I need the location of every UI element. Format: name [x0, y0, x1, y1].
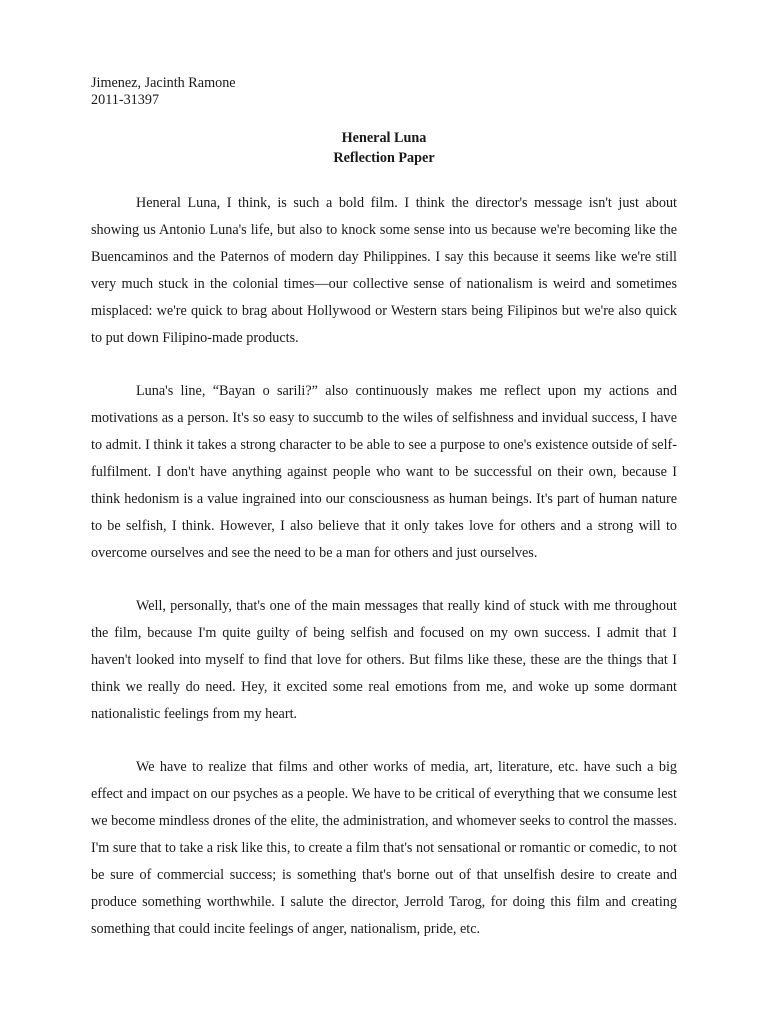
student-id: 2011-31397: [91, 92, 160, 108]
paragraph: Luna's line, “Bayan o sarili?” also continuously makes me reflect upon my actions and motivations as a person. It's so easy to succumb to the wiles of selfishness and invidual success, I have to admit. I think it takes a strong character to be able to see a purpose to one's existence outside of self-fulfilment. I don't have anything against people who want to be successful on their own, because I think hedonism is a value ingrained into our consciousness as human beings. It's part of human nature to be selfish, I think. However, I also believe that it only takes love for others and a strong will to overcome ourselves and see the need to be a man for others and just ourselves.: [91, 383, 677, 561]
paragraph: Heneral Luna, I think, is such a bold film. I think the director's message isn't just about showing us Antonio Luna's life, but also to knock some sense into us because we're becoming like the Buencaminos and the Paternos of modern day Philippines. I say this because it seems like we're still very much stuck in the colonial times—our collective sense of nationalism is weird and sometimes misplaced: we're quick to brag about Hollywood or Western stars being Filipinos but we're also quick to put down Filipino-made products.: [91, 195, 677, 346]
body-text: [91, 190, 677, 943]
author-header: [91, 75, 236, 109]
title-line-film: Heneral Luna: [341, 130, 427, 146]
document-title: [91, 128, 677, 168]
author-name: Jimenez, Jacinth Ramone: [91, 75, 236, 91]
title-line-type: Reflection Paper: [333, 150, 435, 166]
paragraph: Well, personally, that's one of the main messages that really kind of stuck with me throughout the film, because I'm quite guilty of being selfish and focused on my own success. I admit that I haven't looked into myself to find that love for others. But films like these, these are the things that I think we really do need. Hey, it excited some real emotions from me, and woke up some dormant nationalistic feelings from my heart.: [91, 598, 677, 722]
paragraph: We have to realize that films and other works of media, art, literature, etc. have such a big effect and impact on our psyches as a people. We have to be critical of everything that we consume lest we become mindless drones of the elite, the administration, and whomever seeks to control the masses. I'm sure that to take a risk like this, to create a film that's not sensational or romantic or comedic, to not be sure of commercial success; is something that's borne out of that unselfish desire to create and produce something worthwhile. I salute the director, Jerrold Tarog, for doing this film and creating something that could incite feelings of anger, nationalism, pride, etc.: [91, 759, 677, 937]
